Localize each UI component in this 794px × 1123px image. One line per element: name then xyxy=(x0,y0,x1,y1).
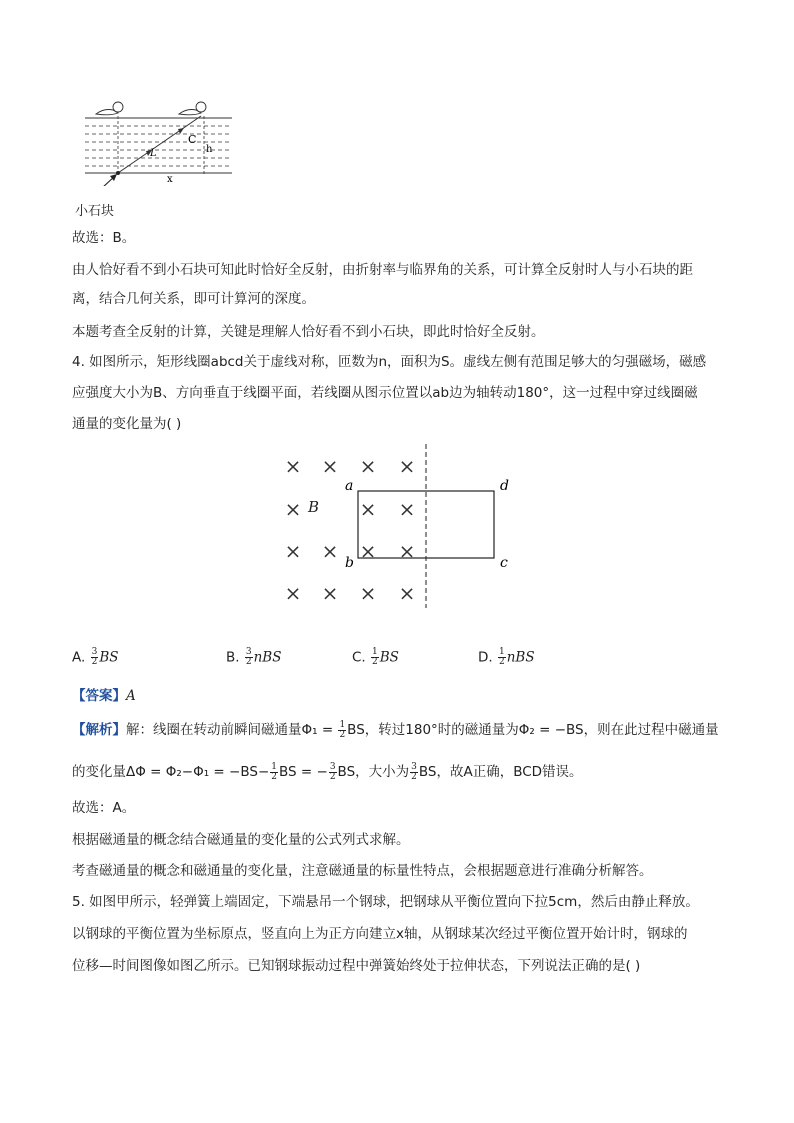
label-x: x xyxy=(167,174,173,185)
svg-text:×: × xyxy=(398,454,416,478)
q3-summary: 本题考查全反射的计算，关键是理解人恰好看不到小石块，即此时恰好全反射。 xyxy=(72,324,545,340)
q4-stem-2: 应强度大小为B、方向垂直于线圈平面，若线圈从图示位置以ab边为轴转动180°，这一过程中穿过线圈磁 xyxy=(72,385,698,401)
svg-text:×: × xyxy=(359,539,377,563)
q3-analysis-1: 由人恰好看不到小石块可知此时恰好全反射，由折射率与临界角的关系，可计算全反射时人与小石块的距 xyxy=(72,262,693,278)
svg-text:×: × xyxy=(321,539,339,563)
svg-text:×: × xyxy=(321,454,339,478)
q4-choice: 故选：A。 xyxy=(72,800,136,816)
svg-text:×: × xyxy=(284,539,302,563)
figure-total-reflection xyxy=(80,96,240,186)
svg-text:×: × xyxy=(359,497,377,521)
q4-answer: 【答案】A xyxy=(72,688,136,704)
svg-text:×: × xyxy=(359,581,377,605)
q4-option-a[interactable]: A. $\frac{3}{2}$ BS xyxy=(72,647,119,667)
q5-stem-2: 以钢球的平衡位置为坐标原点，竖直向上为正方向建立x轴，从钢球某次经过平衡位置开始计时，钢球的 xyxy=(72,926,688,942)
swimmer-left xyxy=(96,102,123,115)
q4-analysis-2: 的变化量ΔΦ = Φ₂−Φ₁ = −BS− $\frac{1}{2}$ BS = − $\frac{3}{2}$ BS，大小为 $\frac{3}{2}$ BS，故A正确，BCD错误。 xyxy=(72,761,583,782)
label-B: B xyxy=(308,498,320,516)
svg-text:×: × xyxy=(398,539,416,563)
q3-analysis-2: 离，结合几何关系，即可计算河的深度。 xyxy=(72,291,315,307)
label-d: d xyxy=(500,478,509,494)
figure-caption-stone: 小石块 xyxy=(75,204,115,219)
svg-text:×: × xyxy=(359,454,377,478)
q4-analysis-1: 【解析】解：线圈在转动前瞬间磁通量Φ₁ = $\frac{1}{2}$ BS，转过180°时的磁通量为Φ₂ = −BS，则在此过程中磁通量 xyxy=(72,719,719,740)
svg-text:×: × xyxy=(284,497,302,521)
q4-option-d[interactable]: D. $\frac{1}{2}$ nBS xyxy=(478,647,535,667)
label-h: h xyxy=(206,144,213,155)
q4-option-c[interactable]: C. $\frac{1}{2}$ BS xyxy=(352,647,399,667)
label-a: a xyxy=(345,478,354,494)
label-c: c xyxy=(500,555,508,571)
q4-stem-1: 4. 如图所示，矩形线圈abcd关于虚线对称，匝数为n，面积为S。虚线左侧有范围足够大的匀强磁场，磁感 xyxy=(72,354,707,370)
q4-method: 根据磁通量的概念结合磁通量的变化量的公式列式求解。 xyxy=(72,832,410,848)
svg-text:×: × xyxy=(284,581,302,605)
label-C: C xyxy=(188,133,197,146)
q3-choice: 故选：B。 xyxy=(72,230,136,246)
q5-stem-1: 5. 如图甲所示，轻弹簧上端固定，下端悬吊一个钢球，把钢球从平衡位置向下拉5cm，然后由静止释放。 xyxy=(72,894,699,910)
figure-magnetic-coil xyxy=(270,440,530,615)
q4-option-b[interactable]: B. $\frac{3}{2}$ nBS xyxy=(226,647,282,667)
q4-stem-3: 通量的变化量为( ) xyxy=(72,416,182,432)
q5-stem-3: 位移—时间图像如图乙所示。已知钢球振动过程中弹簧始终处于拉伸状态，下列说法正确的是( ) xyxy=(72,958,641,974)
label-L: L xyxy=(150,148,157,159)
swimmer-right xyxy=(179,102,206,115)
svg-text:×: × xyxy=(284,454,302,478)
q4-summary: 考查磁通量的概念和磁通量的变化量，注意磁通量的标量性特点，会根据题意进行准确分析解答。 xyxy=(72,863,653,879)
svg-text:×: × xyxy=(398,497,416,521)
svg-text:×: × xyxy=(398,581,416,605)
label-b: b xyxy=(345,555,354,571)
svg-text:×: × xyxy=(321,581,339,605)
